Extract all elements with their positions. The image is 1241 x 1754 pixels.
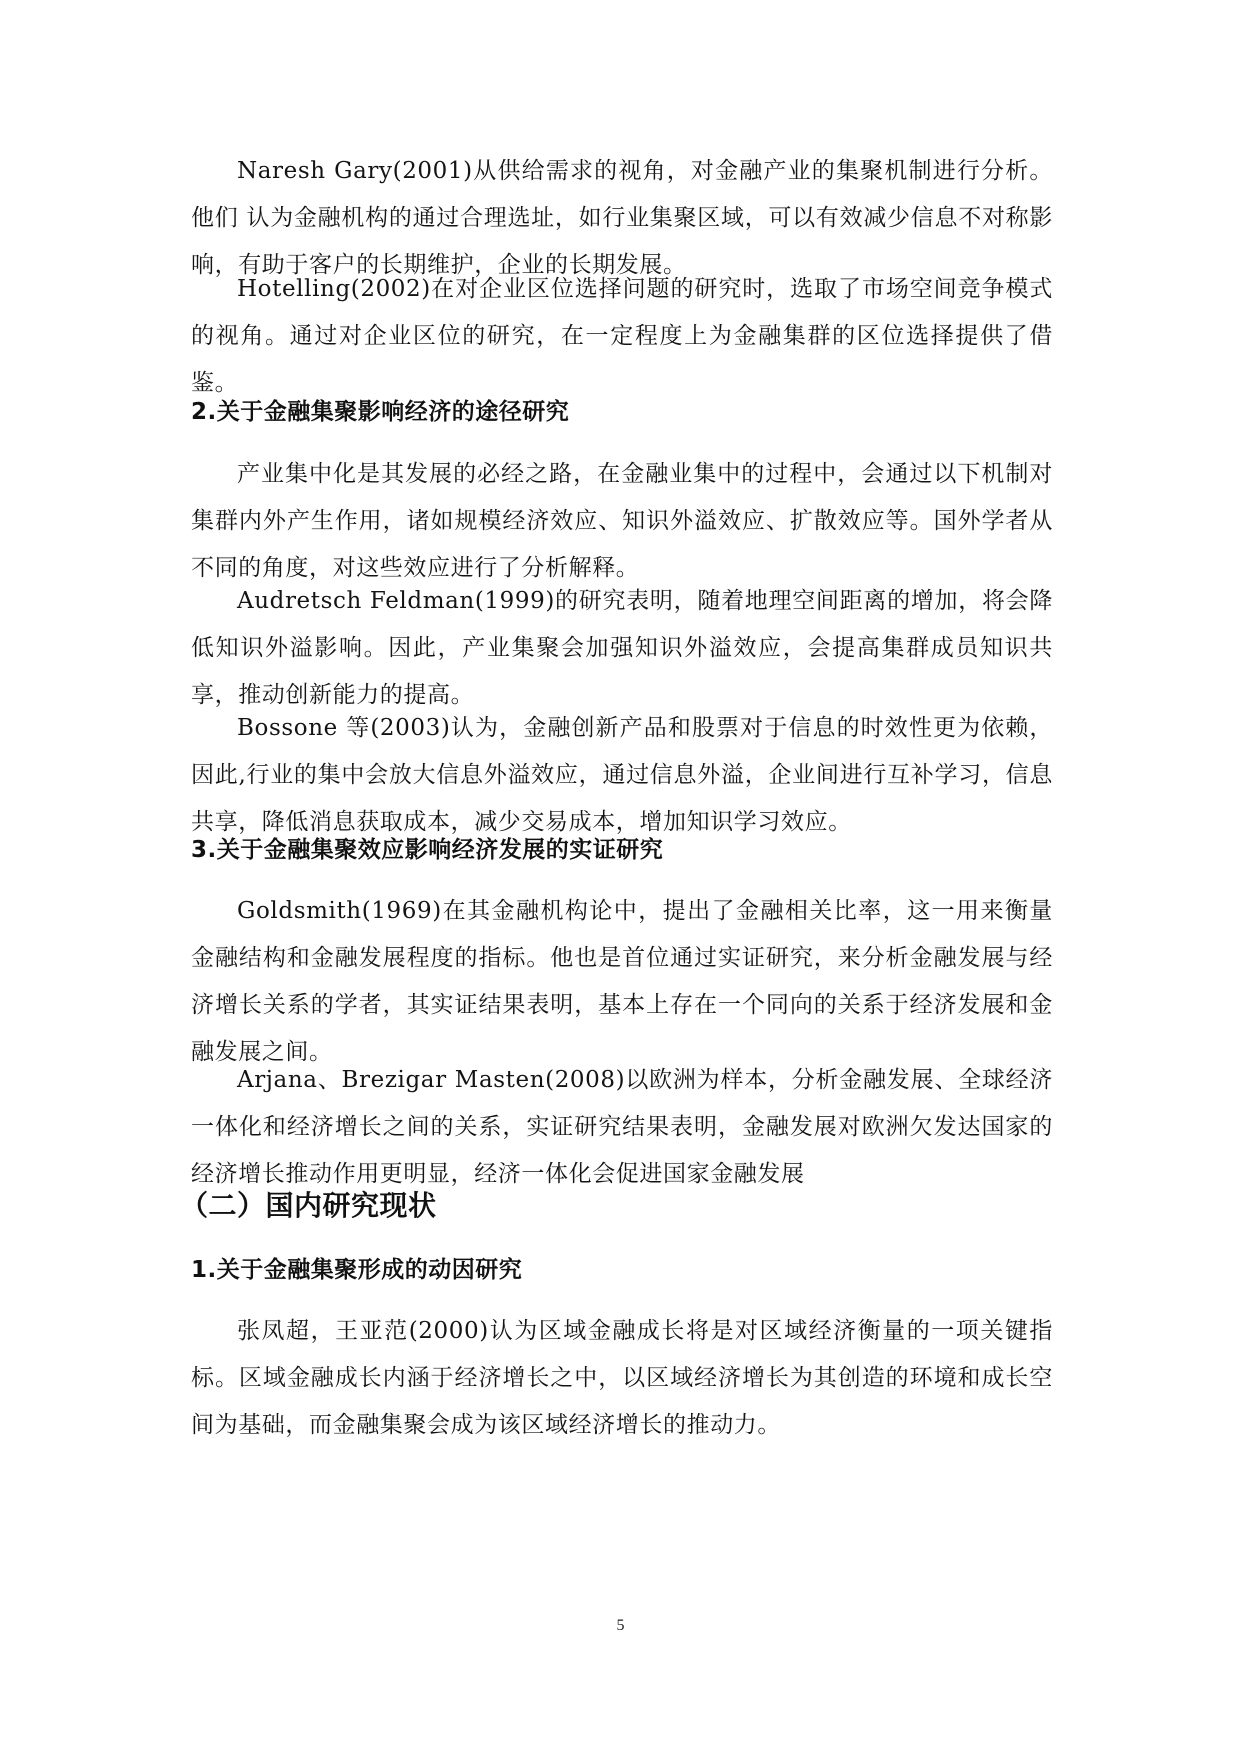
page-number: 5	[616, 1617, 625, 1634]
subheading-economic-path	[191, 396, 1053, 428]
paragraph-text: Naresh Gary(2001)从供给需求的视角，对金融产业的集聚机制进行分析。他们 认为金融机构的通过合理选址，如行业集聚区域，可以有效减少信息不对称影响，有助于客户的长期维护，企业的长期发展。	[191, 158, 1053, 278]
paragraph-text: Goldsmith(1969)在其金融机构论中，提出了金融相关比率，这一用来衡量金融结构和金融发展程度的指标。他也是首位通过实证研究，来分析金融发展与经济增长关系的学者，其实证结果表明，基本上存在一个同向的关系于经济发展和金融发展之间。	[191, 898, 1053, 1065]
subheading-text: 1.关于金融集聚形成的动因研究	[191, 1257, 523, 1283]
paragraph-text: 张凤超，王亚范(2000)认为区域金融成长将是对区域经济衡量的一项关键指标。区域金融成长内涵于经济增长之中，以区域经济增长为其创造的环境和成长空间为基础，而金融集聚会成为该区域经济增长的推动力。	[191, 1318, 1053, 1438]
paragraph-text: 产业集中化是其发展的必经之路，在金融业集中的过程中，会通过以下机制对集群内外产生作用，诸如规模经济效应、知识外溢效应、扩散效应等。国外学者从不同的角度，对这些效应进行了分析解释。	[191, 461, 1053, 581]
section-heading-domestic-status	[180, 1187, 1042, 1225]
paragraph-industry-concentration	[191, 451, 1053, 592]
subheading-text: 2.关于金融集聚影响经济的途径研究	[191, 399, 570, 425]
paragraph-text: Arjana、Brezigar Masten(2008)以欧洲为样本，分析金融发展、全球经济一体化和经济增长之间的关系，实证研究结果表明，金融发展对欧洲欠发达国家的经济增长推动作用更明显，经济一体化会促进国家金融发展	[191, 1067, 1053, 1187]
paragraph-text: Audretsch Feldman(1999)的研究表明，随着地理空间距离的增加，将会降低知识外溢影响。因此，产业集聚会加强知识外溢效应，会提高集群成员知识共享，推动创新能力的提高。	[191, 588, 1053, 708]
paragraph-audretsch-feldman	[191, 578, 1053, 719]
paragraph-zhang-wang	[191, 1308, 1053, 1449]
paragraph-text: Bossone 等(2003)认为，金融创新产品和股票对于信息的时效性更为依赖，因此,行业的集中会放大信息外溢效应，通过信息外溢，企业间进行互补学习，信息共享，降低消息获取成本，减少交易成本，增加知识学习效应。	[191, 715, 1053, 835]
paragraph-goldsmith	[191, 888, 1053, 1076]
paragraph-arjana-brezigar	[191, 1057, 1053, 1198]
subheading-formation-motive	[191, 1254, 1053, 1286]
subheading-empirical-research	[191, 834, 1053, 866]
paragraph-hotelling	[191, 266, 1053, 407]
paragraph-bossone	[191, 705, 1053, 846]
subheading-text: 3.关于金融集聚效应影响经济发展的实证研究	[191, 837, 664, 863]
paragraph-text: Hotelling(2002)在对企业区位选择问题的研究时，选取了市场空间竞争模式的视角。通过对企业区位的研究，在一定程度上为金融集群的区位选择提供了借鉴。	[191, 276, 1053, 396]
section-heading-text: （二）国内研究现状	[180, 1189, 437, 1222]
